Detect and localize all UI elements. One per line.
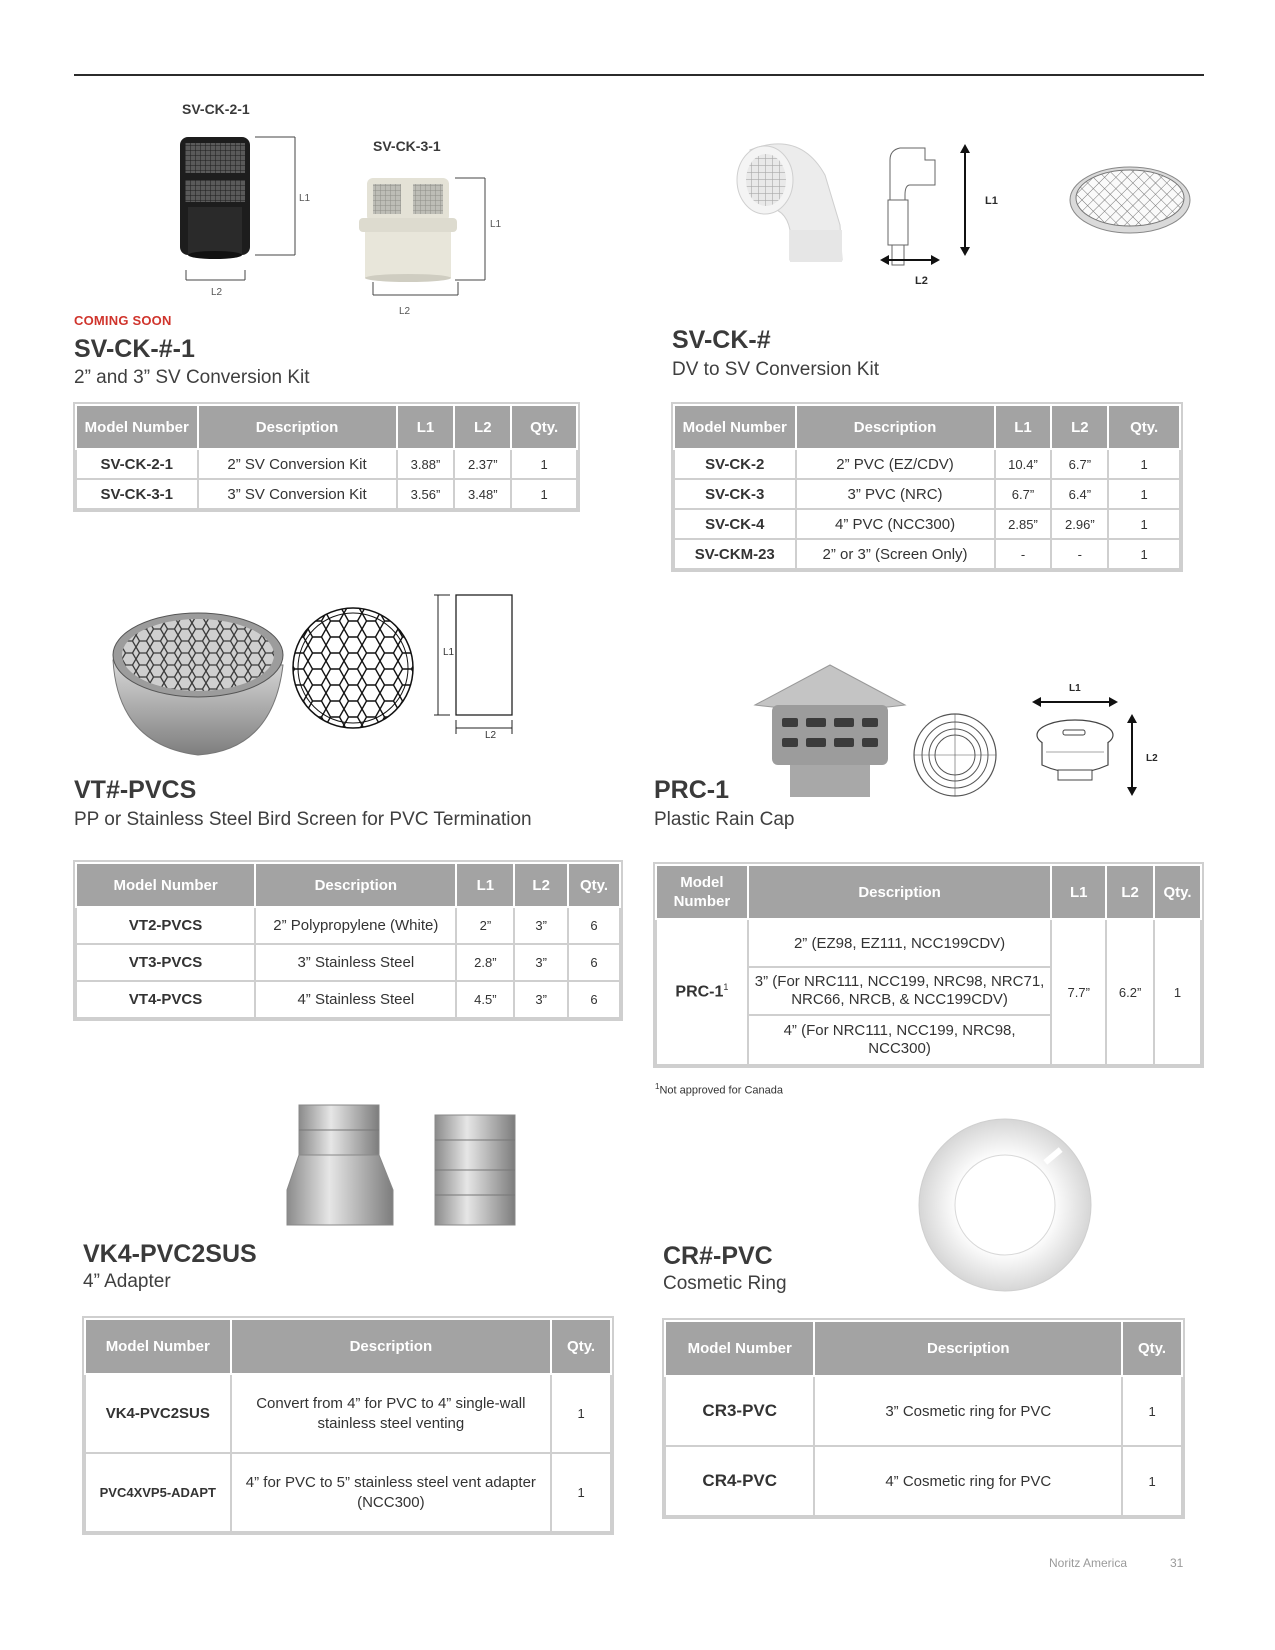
prc-1-top-diagram [910,710,1000,800]
l2-cell: 2.37” [454,449,511,479]
image-label-sv-ck-2-1: SV-CK-2-1 [182,101,250,117]
page-number: 31 [1170,1556,1184,1570]
model-cell: CR3-PVC [665,1376,814,1446]
table-row [674,509,1180,539]
table-row [665,1376,1182,1446]
vk4-adapter-photo [285,1100,535,1240]
model-cell: PVC4XVP5-ADAPT [85,1453,231,1532]
qty-cell: 1 [1122,1376,1182,1446]
footnote [655,1082,783,1097]
model-cell: VT2-PVCS [76,907,255,944]
description-cell: 2” Polypropylene (White) [255,907,456,944]
col-header: Qty. [568,863,620,907]
dim-label-l1: L1 [299,193,311,204]
col-header: Qty. [511,405,577,449]
section-subtitle: Cosmetic Ring [663,1273,787,1294]
spec-table-prc-1 [655,864,1202,1066]
qty-cell: 1 [1154,919,1201,1065]
model-cell: CR4-PVC [665,1446,814,1516]
col-header: Model Number [76,863,255,907]
col-header: Description [814,1321,1122,1376]
col-header: L1 [1051,865,1106,919]
col-header: L1 [456,863,514,907]
table-row [76,449,577,479]
description-cell: 3” SV Conversion Kit [198,479,397,509]
description-cell: Convert from 4” for PVC to 4” single-wall stainless steel venting [231,1374,552,1453]
spec-table-vk4 [84,1318,612,1533]
section-subtitle: 4” Adapter [83,1271,171,1292]
table-row [85,1453,611,1532]
dim-label-l1: L1 [490,219,502,230]
image-label-sv-ck-3-1: SV-CK-3-1 [373,138,441,154]
l2-cell: 3” [514,981,568,1018]
footnote-marker: 1 [723,982,729,993]
table-row [674,539,1180,569]
model-cell: VT3-PVCS [76,944,255,981]
col-header: L2 [514,863,568,907]
coming-soon-badge: COMING SOON [74,313,172,328]
col-header: Qty. [1108,405,1180,449]
table-row [76,907,620,944]
table-row [76,479,577,509]
description-cell: 4” for PVC to 5” stainless steel vent adapter (NCC300) [231,1453,552,1532]
section-subtitle: 2” and 3” SV Conversion Kit [74,367,310,388]
qty-cell: 1 [551,1453,611,1532]
sv-ck-screen-disc [1065,160,1195,240]
col-header: L2 [454,405,511,449]
section-title: PRC-1 [654,776,730,804]
qty-cell: 1 [1122,1446,1182,1516]
section-title: SV-CK-# [672,326,771,354]
dim-label-l2: L2 [399,306,411,317]
l1-cell: 2.85” [995,509,1052,539]
section-subtitle: DV to SV Conversion Kit [672,359,879,380]
description-cell: 3” Stainless Steel [255,944,456,981]
l1-cell: 2” [456,907,514,944]
l1-cell: 7.7” [1051,919,1106,1065]
l2-cell: 3” [514,907,568,944]
l2-cell: - [1051,539,1108,569]
description-cell: 3” PVC (NRC) [796,479,995,509]
col-header: L2 [1106,865,1154,919]
l1-cell: 2.8” [456,944,514,981]
vt-pvcs-dimension-diagram [430,590,540,740]
l1-cell: 6.7” [995,479,1052,509]
qty-cell: 1 [1108,539,1180,569]
section-subtitle: PP or Stainless Steel Bird Screen for PVC Termination [74,809,532,830]
description-cell: 3” Cosmetic ring for PVC [814,1376,1122,1446]
l2-cell: 6.7” [1051,449,1108,479]
col-header: Description [796,405,995,449]
col-header: L1 [397,405,455,449]
l1-cell: 3.56” [397,479,455,509]
description-cell: 2” (EZ98, EZ111, NCC199CDV) [748,919,1052,967]
model-cell: SV-CK-2 [674,449,796,479]
col-header: Description [255,863,456,907]
sv-ck-elbow-diagram [880,140,1030,280]
section-title: SV-CK-#-1 [74,335,195,363]
cosmetic-ring-photo [915,1115,1095,1295]
col-header: Model Number [674,405,796,449]
col-header: L1 [995,405,1052,449]
model-cell: SV-CK-2-1 [76,449,198,479]
l1-cell: - [995,539,1052,569]
qty-cell: 1 [511,479,577,509]
l1-cell: 10.4” [995,449,1052,479]
dim-label-l2: L2 [915,275,928,287]
spec-table-vt-pvcs [75,862,621,1019]
table-row [76,981,620,1018]
table-row [656,919,1201,967]
l2-cell: 2.96” [1051,509,1108,539]
prc-1-dimension-diagram [1030,690,1160,810]
model-cell: VK4-PVC2SUS [85,1374,231,1453]
col-header: Model Number [76,405,198,449]
qty-cell: 6 [568,907,620,944]
vt-pvcs-photo [108,605,288,765]
spec-table-cr-pvc [664,1320,1183,1517]
col-header: Description [231,1319,552,1374]
dim-label-l1: L1 [443,647,455,658]
col-header: L2 [1051,405,1108,449]
col-header: Model Number [665,1321,814,1376]
qty-cell: 6 [568,981,620,1018]
dim-label-l2: L2 [211,287,223,298]
footer-brand: Noritz America [1049,1556,1128,1570]
dim-label-l2: L2 [485,730,497,741]
qty-cell: 1 [1108,449,1180,479]
prc-1-photo [750,660,910,800]
description-cell: 4” PVC (NCC300) [796,509,995,539]
dim-label-l1: L1 [985,195,998,207]
sv-ck-3-1-image [355,160,515,310]
model-cell: SV-CK-4 [674,509,796,539]
footnote-marker: 1 [655,1082,660,1091]
l1-cell: 3.88” [397,449,455,479]
l2-cell: 6.2” [1106,919,1154,1065]
description-cell: 4” (For NRC111, NCC199, NRC98, NCC300) [748,1015,1052,1065]
top-rule [74,74,1204,76]
col-header: Qty. [551,1319,611,1374]
description-cell: 4” Stainless Steel [255,981,456,1018]
table-row [85,1374,611,1453]
table-row [674,449,1180,479]
col-header: Model Number [656,865,748,919]
l1-cell: 4.5” [456,981,514,1018]
qty-cell: 1 [551,1374,611,1453]
section-title: VT#-PVCS [74,776,197,804]
model-cell: SV-CK-3 [674,479,796,509]
section-title: CR#-PVC [663,1242,773,1270]
dim-label-l2: L2 [1146,753,1158,764]
model-cell: SV-CK-3-1 [76,479,198,509]
description-cell: 3” (For NRC111, NCC199, NRC98, NRC71, NRC66, NRCB, & NCC199CDV) [748,967,1052,1015]
description-cell: 2” or 3” (Screen Only) [796,539,995,569]
model-text: PRC-1 [675,983,724,1001]
description-cell: 4” Cosmetic ring for PVC [814,1446,1122,1516]
model-cell [656,919,748,1065]
section-subtitle: Plastic Rain Cap [654,809,795,830]
model-cell: VT4-PVCS [76,981,255,1018]
spec-table-sv-ck [673,404,1181,570]
qty-cell: 6 [568,944,620,981]
qty-cell: 1 [1108,479,1180,509]
description-cell: 2” SV Conversion Kit [198,449,397,479]
col-header: Qty. [1154,865,1201,919]
l2-cell: 3” [514,944,568,981]
col-header: Description [198,405,397,449]
spec-table-sv-ck-1 [75,404,578,510]
footnote-text: Not approved for Canada [659,1084,783,1097]
col-header: Qty. [1122,1321,1182,1376]
table-row [674,479,1180,509]
sv-ck-2-1-image [150,125,330,300]
description-cell: 2” PVC (EZ/CDV) [796,449,995,479]
l2-cell: 6.4” [1051,479,1108,509]
qty-cell: 1 [1108,509,1180,539]
qty-cell: 1 [511,449,577,479]
section-title: VK4-PVC2SUS [83,1240,257,1268]
col-header: Model Number [85,1319,231,1374]
vt-pvcs-screen-diagram [290,605,420,735]
table-row [665,1446,1182,1516]
l2-cell: 3.48” [454,479,511,509]
col-header: Description [748,865,1052,919]
dim-label-l1: L1 [1069,683,1081,694]
model-cell: SV-CKM-23 [674,539,796,569]
table-row [76,944,620,981]
sv-ck-elbow-photo [730,130,870,270]
